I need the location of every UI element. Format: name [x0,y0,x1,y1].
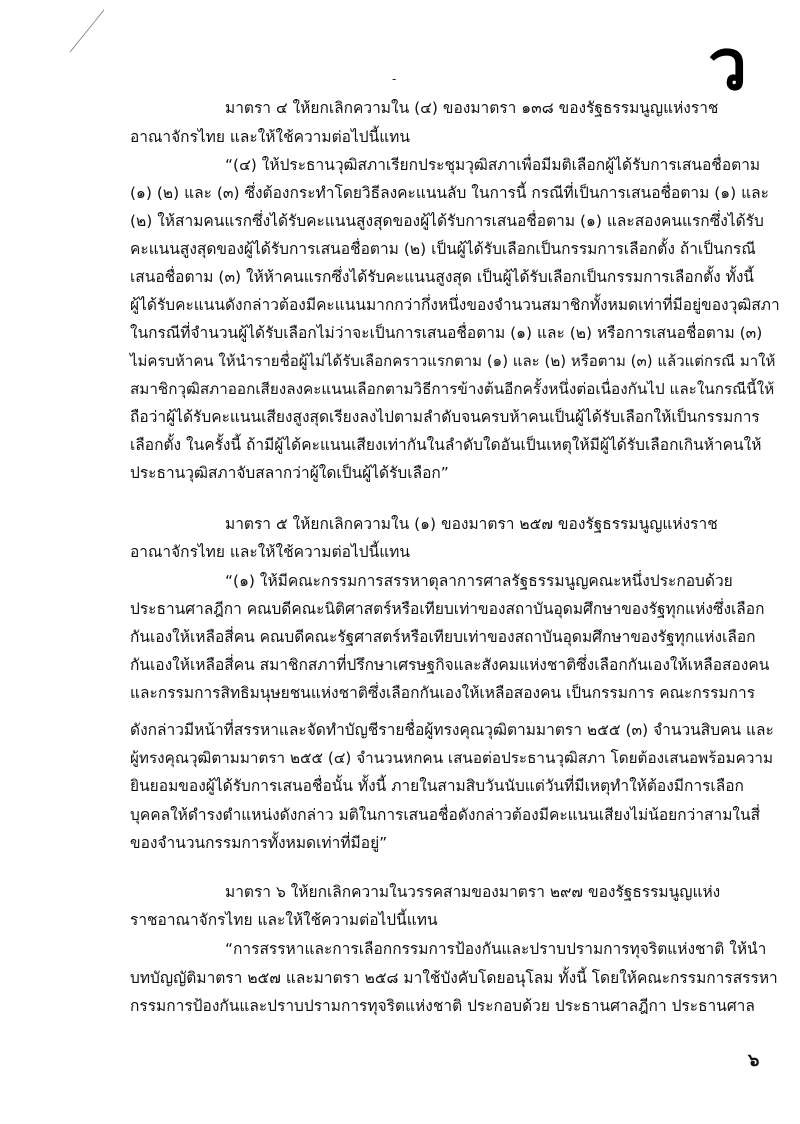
body-line: (๑) (๒) และ (๓) ซึ่งต้องกระทำโดยวิธีลงคะแนนลับ ในการนี้ กรณีที่เป็นการเสนอชื่อตาม (๑) และ [130,184,769,202]
body-line: ประธานศาลฎีกา คณบดีคณะนิติศาสตร์หรือเทียบเท่าของสถาบันอุดมศึกษาของรัฐทุกแห่งซึ่งเลือก [130,600,765,618]
body-line: กันเองให้เหลือสี่คน สมาชิกสภาที่ปรึกษาเศรษฐกิจและสังคมแห่งชาติซึ่งเลือกกันเองให้เหลือสองคน [130,656,770,674]
body-line: ไม่ครบห้าคน ให้นำรายชื่อผู้ไม่ได้รับเลือกคราวแรกตาม (๑) และ (๒) หรือตาม (๓) แล้วแต่กรณี มาให้ [130,352,776,370]
body-line: “(๑) ให้มีคณะกรรมการสรรหาตุลาการศาลรัฐธรรมนูญคณะหนึ่งประกอบด้วย [225,572,733,590]
body-line: ผู้ทรงคุณวุฒิตามมาตรา ๒๕๕ (๔) จำนวนหกคน เสนอต่อประธานวุฒิสภา โดยต้องเสนอพร้อมความ [130,749,774,767]
page-number: ๖ [748,1050,760,1071]
body-line: กันเองให้เหลือสี่คน คณบดีคณะรัฐศาสตร์หรือเทียบเท่าของสถาบันอุดมศึกษาของรัฐทุกแห่งเลือก [130,628,756,646]
section-4-heading: มาตรา ๔ ให้ยกเลิกความใน (๔) ของมาตรา ๑๓๘ ของรัฐธรรมนูญแห่งราช [225,99,719,117]
body-line: บุคคลให้ดำรงตำแหน่งดังกล่าว มติในการเสนอชื่อดังกล่าวต้องมีคะแนนเสียงไม่น้อยกว่าสามในสี่ [130,806,761,824]
body-line: เสนอชื่อตาม (๓) ให้ห้าคนแรกซึ่งได้รับคะแนนสูงสุด เป็นผู้ได้รับเลือกเป็นกรรมการเลือกตั้ง ทั้งนี้ [130,268,755,286]
body-line: กรรมการป้องกันและปราบปรามการทุจริตแห่งชาติ ประกอบด้วย ประธานศาลฎีกา ประธานศาล [130,997,755,1015]
body-line: (๒) ให้สามคนแรกซึ่งได้รับคะแนนสูงสุดของผู้ได้รับการเสนอชื่อตาม (๑) และสองคนแรกซึ่งได้รับ [130,212,764,230]
corner-handwritten-mark: ว [708,23,748,106]
section-5-heading: มาตรา ๕ ให้ยกเลิกความใน (๑) ของมาตรา ๒๕๗ ของรัฐธรรมนูญแห่งราช [225,515,718,533]
body-line: ราชอาณาจักรไทย และให้ใช้ความต่อไปนี้แทน [130,911,438,929]
body-line: บทบัญญัติมาตรา ๒๕๗ และมาตรา ๒๕๘ มาใช้บังคับโดยอนุโลม ทั้งนี้ โดยให้คณะกรรมการสรรหา [130,969,778,987]
body-line: ของจำนวนกรรมการทั้งหมดเท่าที่มีอยู่” [130,834,388,852]
body-line: ผู้ได้รับคะแนนดังกล่าวต้องมีคะแนนมากกว่ากึ่งหนึ่งของจำนวนสมาชิกทั้งหมดเท่าที่มีอยู่ของวุฒิสภา [130,296,780,314]
body-line: คะแนนสูงสุดของผู้ได้รับการเสนอชื่อตาม (๒) เป็นผู้ได้รับเลือกเป็นกรรมการเลือกตั้ง ถ้าเป็นกรณี [130,240,756,258]
body-line: อาณาจักรไทย และให้ใช้ความต่อไปนี้แทน [130,543,410,561]
body-line: ในกรณีที่จำนวนผู้ได้รับเลือกไม่ว่าจะเป็นการเสนอชื่อตาม (๑) และ (๒) หรือการเสนอชื่อตาม (๓) [130,324,763,342]
body-line: ประธานวุฒิสภาจับสลากว่าผู้ใดเป็นผู้ได้รับเลือก” [130,464,449,482]
body-line: ยินยอมของผู้ได้รับการเสนอชื่อนั้น ทั้งนี้ ภายในสามสิบวันนับแต่วันที่มีเหตุทำให้ต้องมีการเลือก [130,777,744,795]
body-line: ถือว่าผู้ได้รับคะแนนเสียงสูงสุดเรียงลงไปตามลำดับจนครบห้าคนเป็นผู้ได้รับเลือกให้เป็นกรรมการ [130,408,760,426]
body-line: “การสรรหาและการเลือกกรรมการป้องกันและปราบปรามการทุจริตแห่งชาติ ให้นำ [225,940,767,958]
body-line: และกรรมการสิทธิมนุษยชนแห่งชาติซึ่งเลือกกันเองให้เหลือสองคน เป็นกรรมการ คณะกรรมการ [130,684,756,702]
body-line: เลือกตั้ง ในครั้งนี้ ถ้ามีผู้ได้คะแนนเสียงเท่ากันในลำดับใดอันเป็นเหตุให้มีผู้ได้รับเลือกเกินห้าคนให้ [130,436,762,454]
body-line: สมาชิกวุฒิสภาออกเสียงลงคะแนนเลือกตามวิธีการข้างต้นอีกครั้งหนึ่งต่อเนื่องกันไป และในกรณีนี้ให้ [130,380,775,398]
body-line: อาณาจักรไทย และให้ใช้ความต่อไปนี้แทน [130,128,410,146]
body-line: ดังกล่าวมีหน้าที่สรรหาและจัดทำบัญชีรายชื่อผู้ทรงคุณวุฒิตามมาตรา ๒๕๕ (๓) จำนวนสิบคน และ [130,721,774,739]
scan-mark-decoration [60,8,110,58]
top-dash-mark: - [392,72,397,86]
body-line: “(๔) ให้ประธานวุฒิสภาเรียกประชุมวุฒิสภาเพื่อมีมติเลือกผู้ได้รับการเสนอชื่อตาม [225,156,761,174]
section-6-heading: มาตรา ๖ ให้ยกเลิกความในวรรคสามของมาตรา ๒๙๗ ของรัฐธรรมนูญแห่ง [225,883,721,901]
